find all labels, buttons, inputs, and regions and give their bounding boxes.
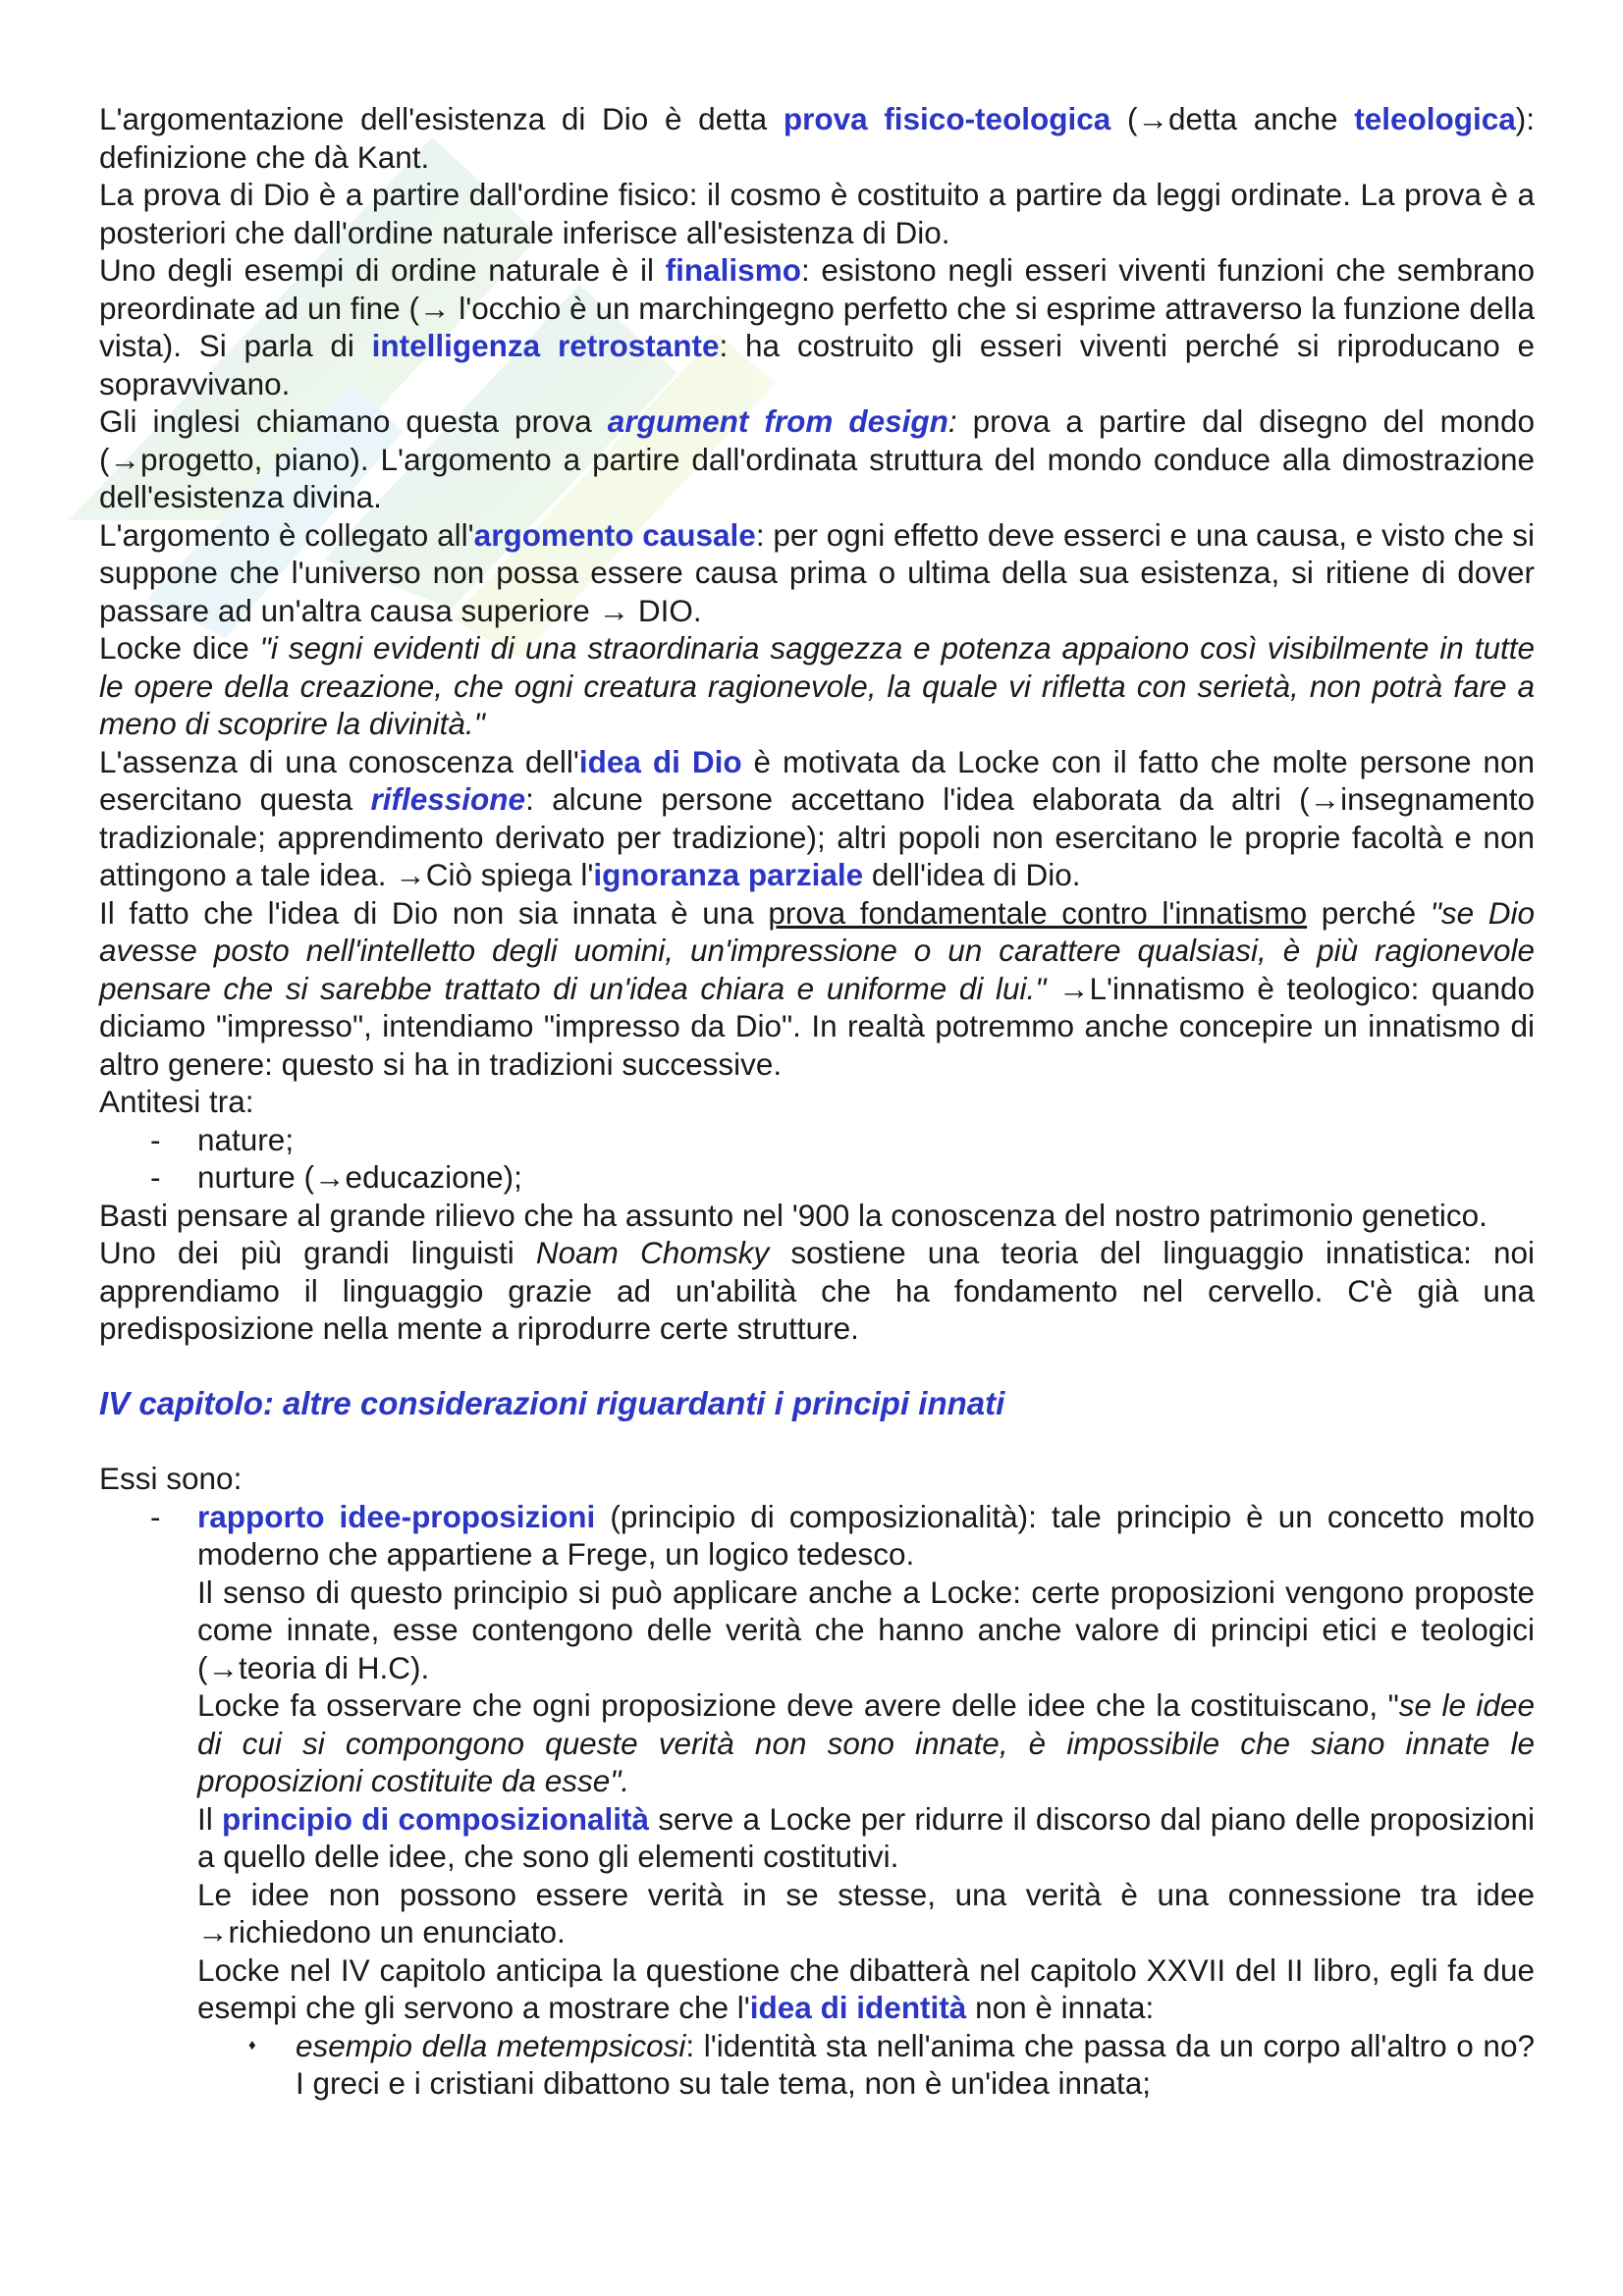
paragraph-locke-quote	[99, 629, 1535, 743]
paragraph-prova-fisico-teologica	[99, 100, 1535, 176]
list-paragraph	[197, 1800, 1535, 1876]
paragraph-idea-di-dio	[99, 743, 1535, 894]
example-title: esempio della metempsicosi	[296, 2027, 686, 2063]
list-paragraph: Le idee non possono essere verità in se stesse, una verità è una connessione tra idee →richiedono un enunciato.	[197, 1876, 1535, 1949]
text: Il	[197, 1800, 222, 1837]
keyword-idea-di-dio: idea di Dio	[578, 743, 742, 779]
paragraph-innatismo	[99, 894, 1535, 1084]
quote-locke: "i segni evidenti di una straordinaria saggezza e potenza appaiono così visibilmente in tutte le opere della creazione, che ogni creatura ragionevole, la quale vi rifletta con serietà, non potrà fare a meno di scoprire la divinità."	[99, 630, 1535, 741]
keyword-intelligenza-retrostante: intelligenza retrostante	[371, 328, 720, 363]
text: prova a partire dal disegno del mondo (→progetto, piano). L'argomento a partire dall'ordinata struttura del mondo conduce alla dimostrazione dell'esistenza divina.	[99, 403, 1535, 514]
text: è motivata da Locke con il fatto che molte persone non esercitano questa	[99, 743, 1535, 817]
antitesi-list	[99, 1121, 1535, 1197]
list-paragraph: Il senso di questo principio si può applicare anche a Locke: certe proposizioni vengono proposte come innate, esse contengono delle verità che hanno anche valore di principi etici e teologici (→teoria di H.C).	[197, 1574, 1535, 1685]
paragraph-finalismo	[99, 251, 1535, 402]
text: Locke fa osservare che ogni proposizione deve avere delle idee che la costituiscano, "	[197, 1687, 1399, 1723]
text: (→detta anche	[1110, 101, 1355, 136]
quote-se-dio: "se Dio avesse posto nell'intelletto degli uomini, un'impressione o un carattere qualsiasi, è più ragionevole pensare che si sarebbe trattato di un'idea chiara e uniforme di lui."	[99, 894, 1535, 1006]
underlined-prova-fondamentale: prova fondamentale contro l'innatismo	[768, 894, 1308, 931]
text: : alcune persone accettano l'idea elaborata da altri (→insegnamento tradizionale; apprendimento derivato per tradizione); altri popoli non esercitano le proprie facoltà e non attingono a tale idea. →Ciò spiega l'	[99, 781, 1535, 892]
principi-list	[99, 1498, 1535, 2103]
list-item-metempsicosi	[197, 2027, 1535, 2103]
text: L'argomentazione dell'esistenza di Dio è detta	[99, 101, 784, 136]
list-paragraph	[197, 1686, 1535, 1800]
text: non è innata:	[966, 1990, 1155, 2025]
text: L'assenza di una conoscenza dell'	[99, 743, 579, 779]
text: serve a Locke per ridurre il discorso dal piano delle proposizioni a quello delle idee, che sono gli elementi costitutivi.	[197, 1800, 1535, 1874]
keyword-riflessione: riflessione	[370, 781, 526, 817]
paragraph-essi-sono: Essi sono:	[99, 1461, 243, 1496]
keyword-argomento-causale: argomento causale	[473, 516, 756, 553]
keyword-prova-fisico-teologica: prova fisico-teologica	[783, 101, 1111, 136]
paragraph-argomento-causale	[99, 516, 1535, 630]
document-body	[99, 100, 1535, 2103]
text: : ha costruito gli esseri viventi perché si riproducano e sopravvivano.	[99, 328, 1536, 401]
paragraph-chomsky	[99, 1234, 1535, 1348]
keyword-ignoranza-parziale: ignoranza parziale	[593, 857, 864, 892]
text: Locke nel IV capitolo anticipa la questione che dibatterà nel capitolo XXVII del II libro, egli fa due esempi che gli servono a mostrare che l'	[197, 1951, 1535, 2025]
name-noam-chomsky: Noam Chomsky	[535, 1235, 770, 1270]
keyword-argument-from-design: argument from design	[607, 403, 948, 439]
text: Gli inglesi chiamano questa prova	[99, 403, 608, 439]
keyword-finalismo: finalismo	[665, 252, 801, 288]
text: ): definizione che dà Kant.	[99, 101, 1535, 175]
text: perché	[1307, 894, 1431, 931]
paragraph-patrimonio-genetico: Basti pensare al grande rilievo che ha assunto nel '900 la conoscenza del nostro patrimonio genetico.	[99, 1197, 1488, 1233]
text: Uno dei più grandi linguisti	[99, 1235, 536, 1270]
quote-idee: se le idee di cui si compongono queste verità non sono innate, è impossibile che siano innate le proposizioni costituite da esse".	[197, 1687, 1535, 1798]
text: sostiene una teoria del linguaggio innatistica: noi apprendiamo il linguaggio grazie ad un'abilità che ha fondamento nel cervello. C'è già una predisposizione nella mente a riprodurre certe strutture.	[99, 1235, 1535, 1346]
section-heading: IV capitolo: altre considerazioni riguardanti i principi innati	[99, 1384, 1005, 1421]
paragraph-argument-from-design	[99, 402, 1535, 516]
keyword-teleologica: teleologica	[1354, 101, 1516, 136]
paragraph-ordine-fisico: La prova di Dio è a partire dall'ordine fisico: il cosmo è costituito a partire da leggi ordinate. La prova è a posteriori che dall'ordine naturale inferisce all'esistenza di Dio.	[99, 177, 1535, 250]
text: dell'idea di Dio.	[863, 857, 1081, 892]
text: : per ogni effetto deve esserci e una causa, e visto che si suppone che l'universo non possa essere causa prima o ultima della sua esistenza, si ritiene di dover passare ad un'altra causa superiore → DIO.	[99, 516, 1536, 628]
text: Uno degli esempi di ordine naturale è il	[99, 252, 666, 288]
paragraph-antitesi: Antitesi tra:	[99, 1084, 254, 1119]
text: Locke dice	[99, 630, 260, 666]
text: →L'innatismo è teologico: quando diciamo "impresso", intendiamo "impresso da Dio". In realtà potremmo anche concepire un innatismo di altro genere: questo si ha in tradizioni successive.	[99, 970, 1535, 1082]
keyword-idea-di-identita: idea di identità	[749, 1990, 967, 2025]
text: Il fatto che l'idea di Dio non sia innata è una	[99, 894, 769, 931]
text: :	[947, 403, 957, 439]
list-item: - nurture (→educazione);	[99, 1158, 1535, 1197]
text: : l'identità sta nell'anima che passa da un corpo all'altro o no? I greci e i cristiani dibattono su tale tema, non è un'idea innata;	[296, 2027, 1535, 2101]
text: (principio di composizionalità): tale principio è un concetto molto moderno che appartiene a Frege, un logico tedesco.	[197, 1498, 1536, 1572]
keyword-rapporto-idee-proposizioni: rapporto idee-proposizioni	[197, 1498, 596, 1534]
esempi-list	[99, 2027, 1535, 2103]
keyword-principio-di-composizionalita: principio di composizionalità	[222, 1800, 650, 1837]
list-item-rapporto-idee-proposizioni	[99, 1498, 1535, 2103]
list-paragraph	[197, 1951, 1535, 2027]
text: L'argomento è collegato all'	[99, 516, 474, 553]
list-item: - nature;	[99, 1121, 1535, 1159]
text: : esistono negli esseri viventi funzioni che sembrano preordinate ad un fine (→ l'occhio è un marchingegno perfetto che si esprime attraverso la funzione della vista). Si parla di	[99, 252, 1536, 363]
